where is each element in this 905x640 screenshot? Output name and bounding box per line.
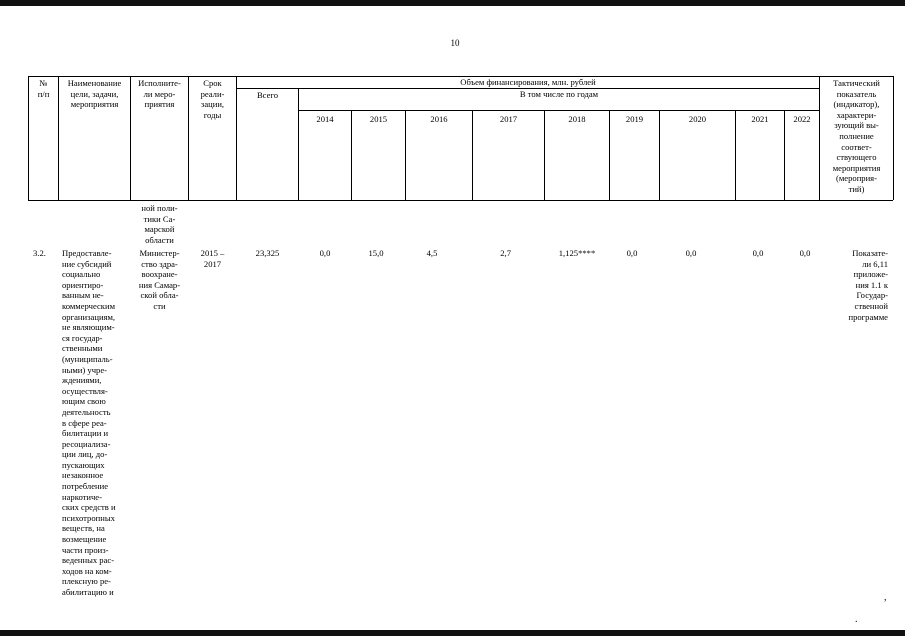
header-funding: Объем финансирования, млн. рублей	[460, 77, 596, 87]
header-num: № п/п	[37, 78, 50, 99]
scan-speck: .	[855, 614, 858, 625]
header-year: 2014	[316, 114, 334, 124]
grid-line	[298, 88, 299, 200]
header-year: 2019	[625, 114, 644, 124]
header-year: 2018	[568, 114, 586, 124]
row-indicator: Показате- ли 6,11 приложе- ния 1.1 к Государ- ственной программе	[848, 248, 888, 322]
row-term: 2015 – 2017	[200, 248, 225, 269]
row-value: 0,0	[752, 248, 764, 258]
row-value: 0,0	[685, 248, 697, 258]
row-executor: Министер- ство здра- воохране- ния Самар- ской обла- сти	[138, 248, 181, 311]
header-indicator: Тактический показатель (индикатор), характери- зующий вы- полнение соответ- ствующего мероприятия (мероприя- тий)	[832, 78, 881, 194]
row-value: 15,0	[368, 248, 384, 258]
header-year: 2015	[369, 114, 388, 124]
page-number: 10	[450, 38, 460, 48]
header-year: 2017	[499, 114, 518, 124]
row-value: 0,0	[626, 248, 638, 258]
row-value: 2,7	[500, 248, 511, 258]
grid-line	[298, 110, 819, 111]
header-by-years: В том числе по годам	[519, 89, 599, 99]
row-value: 4,5	[426, 248, 438, 258]
header-executor: Исполните- ли меро- приятия	[138, 78, 181, 110]
row-value: 0,0	[799, 248, 811, 258]
header-year: 2021	[751, 114, 769, 124]
header-name: Наименование цели, задачи, мероприятия	[67, 78, 122, 110]
row-value: 1,125****	[558, 248, 596, 258]
row-value: 0,0	[319, 248, 331, 258]
grid-line	[28, 200, 893, 201]
header-year: 2016	[430, 114, 448, 124]
executor-continuation: ной поли- тики Са- марской области	[141, 203, 178, 245]
scan-speck: ,	[884, 592, 887, 603]
grid-line	[893, 76, 894, 200]
header-year: 2020	[688, 114, 707, 124]
row-number: 3.2.	[33, 248, 46, 258]
header-year: 2022	[793, 114, 811, 124]
header-total: Всего	[256, 90, 279, 100]
row-name: Предоставле- ние субсидий социально ориентиро- ванным не- коммерческим организациям, не являющим- ся государ- ственными (муниципаль- ными) учре- ждениями, осуществля- ющим свою деятельность в сфере реа- билитации и ресоциализа- ции лиц, до- пускающих незаконное потребление наркотиче- ских средств и психотропных веществ, на возмещение части произ- веденных рас- ходов на ком- плексную ре- абилитацию и	[62, 248, 116, 597]
header-term: Срок реали- зации, годы	[200, 78, 225, 120]
row-total: 23,325	[255, 248, 280, 258]
